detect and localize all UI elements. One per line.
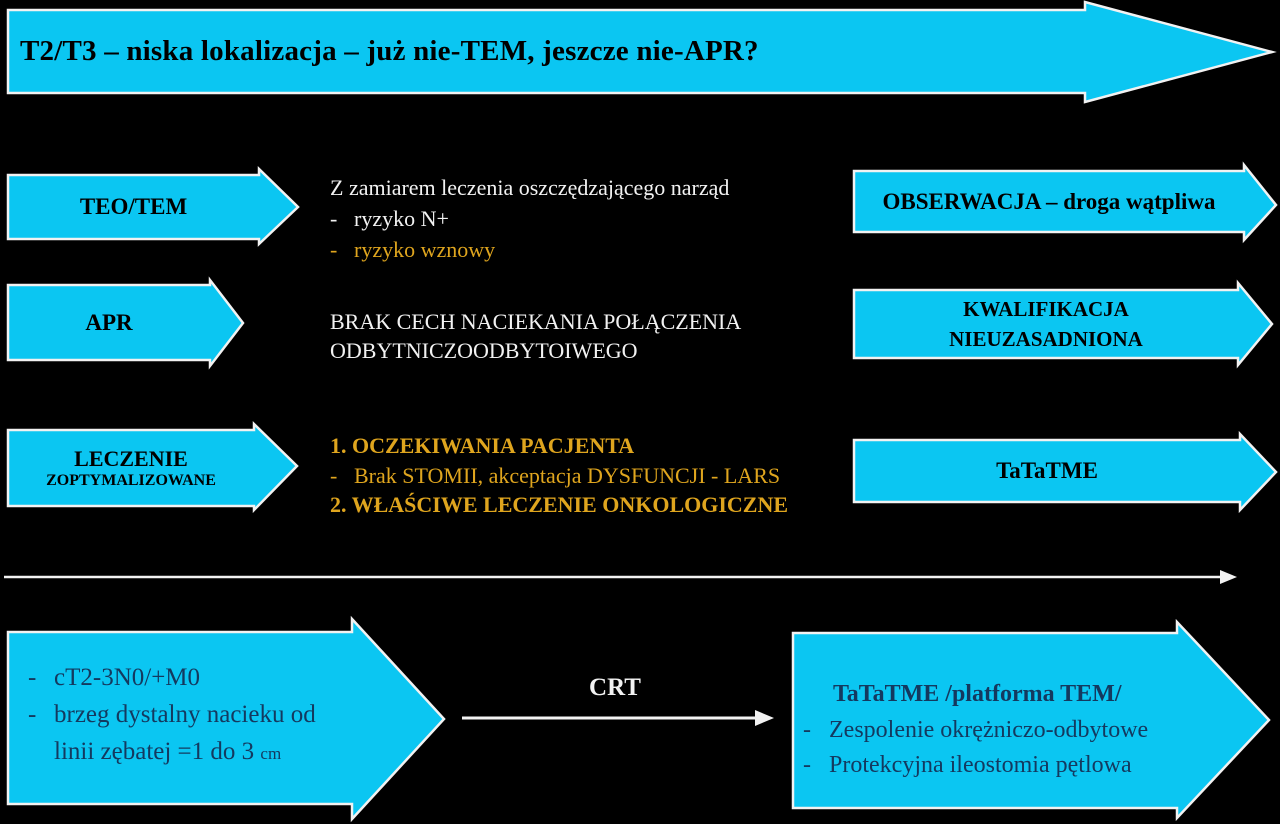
- timeline-arrow-head: [1220, 570, 1237, 584]
- bl-bullet-1: [28, 659, 358, 696]
- row3-item-2: [330, 461, 850, 491]
- teo-tem-arrow-label: TEO/TEM: [79, 194, 188, 219]
- bl-bullet-2-text: brzeg dystalny nacieku od: [54, 701, 316, 728]
- bl-bullet-2: [28, 696, 358, 733]
- bl-line-3: [28, 733, 358, 772]
- leczenie-line2: ZOPTYMALIZOWANE: [46, 471, 216, 489]
- apr-arrow-label: APR: [85, 309, 133, 335]
- br-bullet-2-text: Protekcyjna ileostomia pętlowa: [829, 752, 1132, 778]
- bottom-right-arrow-text: [803, 677, 1203, 784]
- row1-note-heading: Z zamiarem leczenia oszczędzającego narząd: [330, 175, 730, 200]
- bullet-dash: -: [28, 664, 37, 691]
- row3-item-2-text: Brak STOMII, akceptacja DYSFUNCJI - LARS: [354, 462, 781, 488]
- obserwacja-arrow-label: OBSERWACJA – droga wątpliwa: [882, 188, 1216, 214]
- row2-note-line1: BRAK CECH NACIEKANIA POŁĄCZENIA: [330, 309, 742, 334]
- tatatme-arrow-label: TaTaTME: [996, 458, 1098, 483]
- bullet-dash: -: [330, 206, 338, 231]
- bl-bullet-1-text: cT2-3N0/+M0: [54, 664, 201, 691]
- kwalifikacja-arrow-label: [854, 290, 1238, 358]
- row1-notes: [330, 172, 810, 265]
- bottom-left-arrow-text: [28, 659, 358, 772]
- crt-label: CRT: [589, 674, 641, 701]
- row2-note-line2: ODBYTNICZOODBYTOIWEGO: [330, 338, 638, 363]
- br-bullet-2: [803, 748, 1203, 784]
- kwalifikacja-line2: NIEUZASADNIONA: [949, 327, 1143, 351]
- row1-bullet-1: [330, 203, 810, 234]
- bullet-dash: -: [330, 237, 338, 262]
- leczenie-arrow-label: [8, 430, 254, 506]
- row1-bullet-2-text: ryzyko wznowy: [354, 237, 496, 262]
- slide-title: T2/T3 – niska lokalizacja – już nie-TEM, jeszcze nie-APR?: [20, 35, 759, 67]
- bullet-dash: -: [330, 462, 338, 488]
- bullet-dash: -: [803, 716, 811, 743]
- row1-bullet-1-text: ryzyko N+: [354, 206, 449, 231]
- bullet-dash: -: [803, 752, 811, 778]
- crt-arrow-head: [755, 710, 774, 726]
- row3-item-1: 1. OCZEKIWANIA PACJENTA: [330, 433, 635, 458]
- row2-notes: [330, 307, 810, 365]
- row1-bullet-2: [330, 234, 810, 265]
- kwalifikacja-line1: KWALIFIKACJA: [963, 297, 1129, 321]
- bl-line-3-text: linii zębatej =1 do 3: [54, 738, 255, 765]
- row3-notes: [330, 431, 850, 520]
- bullet-dash: -: [28, 701, 37, 728]
- bl-line-3-unit: cm: [260, 744, 282, 763]
- br-title: TaTaTME /platforma TEM/: [833, 681, 1122, 707]
- leczenie-line1: LECZENIE: [74, 445, 188, 471]
- br-bullet-1: [803, 713, 1203, 749]
- br-bullet-1-text: Zespolenie okrężniczo-odbytowe: [829, 716, 1149, 743]
- row3-item-3: 2. WŁAŚCIWE LECZENIE ONKOLOGICZNE: [330, 492, 789, 517]
